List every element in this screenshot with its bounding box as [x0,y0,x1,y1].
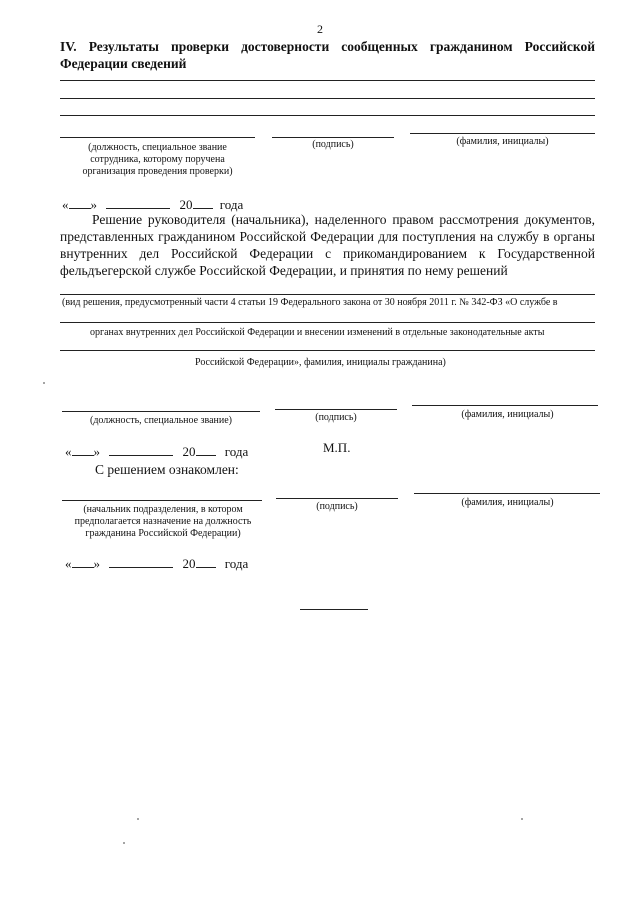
caption-position-2: (должность, специальное звание) [89,415,233,426]
signature-line-1[interactable] [272,137,394,138]
name-line-1[interactable] [410,133,595,134]
end-separator [300,609,368,610]
decision-caption-1: (вид решения, предусмотренный части 4 статьи 19 Федерального закона от 30 ноября 2011 г. № 342-ФЗ «О службе в [62,297,558,308]
fill-line-2[interactable] [60,98,595,99]
year-prefix: 20 [182,444,196,459]
signature-line-2[interactable] [275,409,397,410]
caption-name-1: (фамилия, инициалы) [456,136,549,147]
day-field[interactable] [69,195,91,209]
caption-name-3: (фамилия, инициалы) [461,497,554,508]
month-field[interactable] [106,195,170,209]
fill-line-3[interactable] [60,115,595,116]
decision-line-3[interactable] [60,350,595,351]
position-line-2[interactable] [62,411,260,412]
position-line-1[interactable] [60,137,255,138]
caption-position-1: (должность, специальное звание сотрудника, которому поручена организация проведения проверки) [82,142,233,177]
date-close-quote: » [90,197,97,212]
date-row-2 [65,442,248,460]
decision-paragraph: Решение руководителя (начальника), наделенного правом рассмотрения документов, представленных гражданином Российской Федерации для поступления на службу в органы внутренних дел Российской Федерации с прикомандированием к Государственной фельдъегерской службе Российской Федерации, и принятия по нему решений [60,212,595,278]
date-close-quote: » [93,556,100,571]
caption-position-3: (начальник подразделения, в котором предполагается назначение на должность гражданина Российской Федерации) [74,504,252,539]
date-open-quote: « [65,556,72,571]
decision-line-2[interactable] [60,322,595,323]
year-suffix: года [224,444,249,459]
year-suffix: года [224,556,249,571]
decision-caption-2: органах внутренних дел Российской Федерации и внесении изменений в отдельные законодательные акты [90,327,545,338]
year-field[interactable] [196,442,216,456]
position-line-3[interactable] [62,500,262,501]
fill-line-1[interactable] [60,80,595,81]
year-field[interactable] [193,195,213,209]
caption-signature-1: (подпись) [312,139,354,150]
caption-signature-3: (подпись) [316,501,358,512]
section-title: IV. Результаты проверки достоверности сообщенных гражданином Российской Федерации сведений [60,39,595,71]
month-field[interactable] [109,554,173,568]
year-prefix: 20 [179,197,193,212]
decision-line-1[interactable] [60,294,595,295]
date-row-3 [65,554,248,572]
name-line-2[interactable] [412,405,598,406]
date-open-quote: « [65,444,72,459]
acquainted-label: С решением ознакомлен: [95,462,239,477]
day-field[interactable] [72,442,94,456]
month-field[interactable] [109,442,173,456]
caption-name-2: (фамилия, инициалы) [461,409,554,420]
day-field[interactable] [72,554,94,568]
scan-speck [521,818,523,820]
signature-line-3[interactable] [276,498,398,499]
date-close-quote: » [93,444,100,459]
caption-signature-2: (подпись) [315,412,357,423]
year-field[interactable] [196,554,216,568]
scan-speck [123,842,125,844]
date-open-quote: « [62,197,69,212]
scan-speck [137,818,139,820]
year-prefix: 20 [182,556,196,571]
stamp-mark: М.П. [323,440,351,455]
scan-speck [43,382,45,384]
year-suffix: года [219,197,244,212]
decision-caption-3: Российской Федерации», фамилия, инициалы гражданина) [195,357,446,368]
page-number: 2 [317,22,323,36]
name-line-3[interactable] [414,493,600,494]
